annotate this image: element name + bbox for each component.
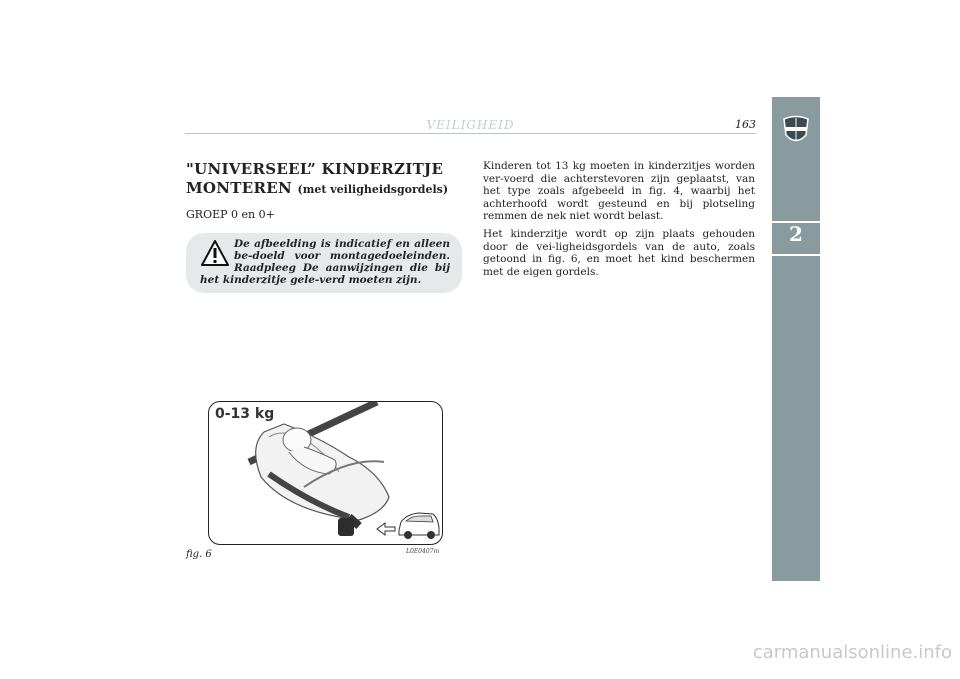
warning-note bbox=[186, 233, 462, 293]
body-paragraph-2: Het kinderzitje wordt op zijn plaats gehouden door de vei-ligheidsgordels van de auto, zoals getoond in fig. 6, en moet het kind beschermen met de eigen gordels. bbox=[483, 227, 755, 278]
warning-note-text: De afbeelding is indicatief en alleen be-doeld voor montagedoeleinden. Raadpleeg De aanwijzingen die bij het kinderzitje gele-verd moeten zijn. bbox=[200, 238, 450, 286]
child-seat-illustration bbox=[209, 402, 442, 544]
page-number: 163 bbox=[735, 118, 756, 131]
section-title bbox=[186, 160, 466, 199]
chapter-sidebar bbox=[772, 97, 820, 581]
section-header-title: VEILIGHEID bbox=[426, 118, 515, 132]
group-label: GROEP 0 en 0+ bbox=[186, 208, 275, 221]
sidebar-divider-bottom bbox=[772, 254, 820, 256]
watermark: carmanualsonline.info bbox=[752, 642, 952, 663]
child-seat-figure bbox=[208, 401, 443, 545]
body-paragraph-1: Kinderen tot 13 kg moeten in kinderzitjes worden ver-voerd die achterstevoren zijn geplaatst, van het type zoals afgebeeld in fig. 4, waarbij het achterhoofd wordt gesteund en bij plotseling remmen de nek niet wordt belast. bbox=[483, 160, 755, 223]
weight-label: 0-13 kg bbox=[215, 406, 275, 422]
section-title-main: "UNIVERSEEL” KINDERZITJE MONTEREN bbox=[186, 160, 444, 197]
figure-code: L0E0407m bbox=[406, 548, 440, 555]
figure-caption: fig. 6 bbox=[186, 549, 212, 560]
section-title-sub: (met veiligheidsgordels) bbox=[297, 183, 449, 196]
header-rule bbox=[185, 133, 756, 134]
page-header bbox=[185, 118, 756, 144]
lancia-shield-icon bbox=[782, 115, 810, 147]
chapter-number: 2 bbox=[789, 222, 803, 246]
body-text bbox=[483, 160, 755, 283]
